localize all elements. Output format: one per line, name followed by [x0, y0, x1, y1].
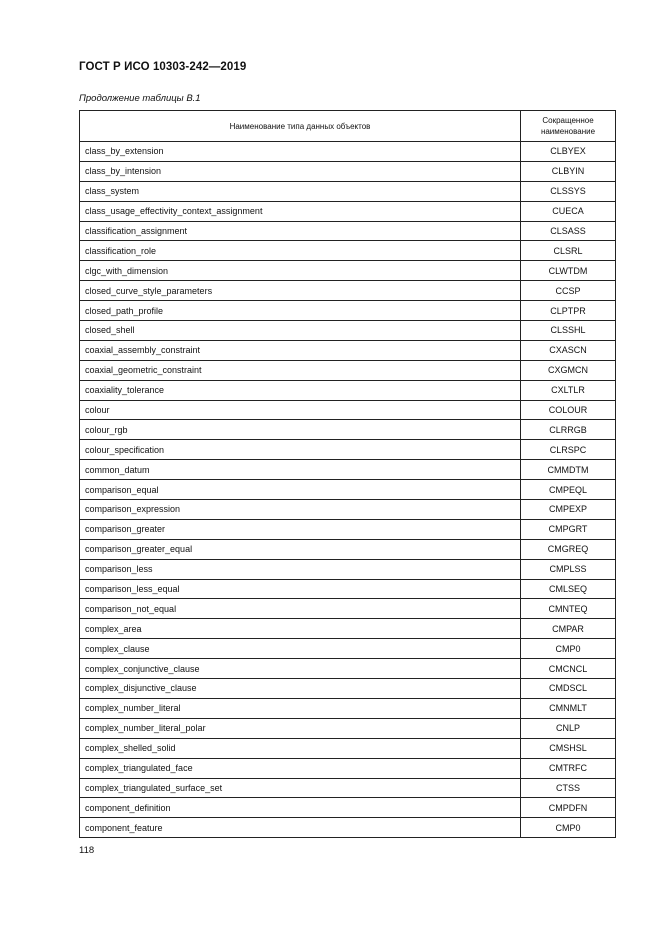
- short-name: CMLSEQ: [521, 579, 616, 599]
- short-name: CMTRFC: [521, 758, 616, 778]
- entity-type-name: complex_triangulated_face: [80, 758, 521, 778]
- column-header-abbreviation: Сокращенное наименование: [521, 111, 616, 142]
- entity-type-name: coaxial_geometric_constraint: [80, 360, 521, 380]
- table-row: [80, 698, 616, 718]
- short-name: CLSASS: [521, 221, 616, 241]
- entity-type-name: coaxial_assembly_constraint: [80, 340, 521, 360]
- table-row: [80, 440, 616, 460]
- short-name: CLSSYS: [521, 181, 616, 201]
- entity-type-name: complex_disjunctive_clause: [80, 679, 521, 699]
- table-row: [80, 221, 616, 241]
- table-row: [80, 181, 616, 201]
- table-row: [80, 420, 616, 440]
- short-name: CTSS: [521, 778, 616, 798]
- table-row: [80, 261, 616, 281]
- table-row: [80, 659, 616, 679]
- table-caption: Продолжение таблицы В.1: [79, 93, 201, 104]
- entity-type-name: coaxiality_tolerance: [80, 380, 521, 400]
- entity-type-name: classification_role: [80, 241, 521, 261]
- table-row: [80, 380, 616, 400]
- short-name: CMCNCL: [521, 659, 616, 679]
- entity-type-name: class_by_intension: [80, 161, 521, 181]
- table-row: [80, 519, 616, 539]
- entity-type-name: closed_shell: [80, 321, 521, 341]
- entity-type-name: comparison_not_equal: [80, 599, 521, 619]
- entity-type-name: colour_rgb: [80, 420, 521, 440]
- table-row: [80, 301, 616, 321]
- short-name: CLSRL: [521, 241, 616, 261]
- table-header-row: [80, 111, 616, 142]
- table-row: [80, 360, 616, 380]
- short-name: CUECA: [521, 201, 616, 221]
- entity-type-name: comparison_expression: [80, 500, 521, 520]
- short-name: CMMDTM: [521, 460, 616, 480]
- table-row: [80, 579, 616, 599]
- table-row: [80, 400, 616, 420]
- short-name: CXGMCN: [521, 360, 616, 380]
- short-name: CMDSCL: [521, 679, 616, 699]
- entity-type-name: comparison_less: [80, 559, 521, 579]
- short-name: CMNTEQ: [521, 599, 616, 619]
- entity-type-name: colour_specification: [80, 440, 521, 460]
- entity-type-name: complex_number_literal_polar: [80, 718, 521, 738]
- table-row: [80, 142, 616, 162]
- entity-type-name: comparison_greater_equal: [80, 539, 521, 559]
- short-name: CCSP: [521, 281, 616, 301]
- short-name: CMPAR: [521, 619, 616, 639]
- entity-type-name: classification_assignment: [80, 221, 521, 241]
- table-row: [80, 241, 616, 261]
- short-name: CLRSPC: [521, 440, 616, 460]
- short-name: CNLP: [521, 718, 616, 738]
- short-name: CMSHSL: [521, 738, 616, 758]
- table-row: [80, 539, 616, 559]
- entity-type-name: comparison_equal: [80, 480, 521, 500]
- table-row: [80, 480, 616, 500]
- entity-type-name: component_feature: [80, 818, 521, 838]
- short-name: CLWTDM: [521, 261, 616, 281]
- entity-type-name: complex_number_literal: [80, 698, 521, 718]
- entity-type-name: class_system: [80, 181, 521, 201]
- entity-type-name: complex_conjunctive_clause: [80, 659, 521, 679]
- table-row: [80, 599, 616, 619]
- entity-type-name: complex_shelled_solid: [80, 738, 521, 758]
- short-name: CLBYIN: [521, 161, 616, 181]
- table-row: [80, 559, 616, 579]
- table-row: [80, 639, 616, 659]
- short-name: CXLTLR: [521, 380, 616, 400]
- short-name: CMPEQL: [521, 480, 616, 500]
- table-row: [80, 281, 616, 301]
- table-row: [80, 201, 616, 221]
- short-name: CMNMLT: [521, 698, 616, 718]
- entity-type-name: component_definition: [80, 798, 521, 818]
- entity-type-name: class_usage_effectivity_context_assignment: [80, 201, 521, 221]
- short-name: CMGREQ: [521, 539, 616, 559]
- entity-type-name: complex_triangulated_surface_set: [80, 778, 521, 798]
- short-name: CLSSHL: [521, 321, 616, 341]
- short-name: CMPDFN: [521, 798, 616, 818]
- table-row: [80, 718, 616, 738]
- table-row: [80, 340, 616, 360]
- entity-type-name: clgc_with_dimension: [80, 261, 521, 281]
- column-header-name: Наименование типа данных объектов: [80, 111, 521, 142]
- short-name: CLRRGB: [521, 420, 616, 440]
- table-row: [80, 778, 616, 798]
- table-row: [80, 500, 616, 520]
- data-types-table: [79, 110, 616, 838]
- short-name: CLPTPR: [521, 301, 616, 321]
- short-name: CLBYEX: [521, 142, 616, 162]
- table-row: [80, 321, 616, 341]
- table-row: [80, 619, 616, 639]
- entity-type-name: complex_area: [80, 619, 521, 639]
- table-row: [80, 460, 616, 480]
- table-row: [80, 758, 616, 778]
- entity-type-name: comparison_less_equal: [80, 579, 521, 599]
- entity-type-name: closed_curve_style_parameters: [80, 281, 521, 301]
- page-number: 118: [79, 845, 95, 856]
- table-row: [80, 161, 616, 181]
- entity-type-name: complex_clause: [80, 639, 521, 659]
- entity-type-name: colour: [80, 400, 521, 420]
- entity-type-name: closed_path_profile: [80, 301, 521, 321]
- entity-type-name: class_by_extension: [80, 142, 521, 162]
- table-row: [80, 738, 616, 758]
- entity-type-name: comparison_greater: [80, 519, 521, 539]
- table-row: [80, 798, 616, 818]
- short-name: CXASCN: [521, 340, 616, 360]
- short-name: CMPGRT: [521, 519, 616, 539]
- entity-type-name: common_datum: [80, 460, 521, 480]
- short-name: CMP0: [521, 818, 616, 838]
- table-row: [80, 818, 616, 838]
- table-row: [80, 679, 616, 699]
- document-title: ГОСТ Р ИСО 10303-242—2019: [79, 61, 247, 73]
- short-name: CMPLSS: [521, 559, 616, 579]
- short-name: CMPEXP: [521, 500, 616, 520]
- short-name: CMP0: [521, 639, 616, 659]
- short-name: COLOUR: [521, 400, 616, 420]
